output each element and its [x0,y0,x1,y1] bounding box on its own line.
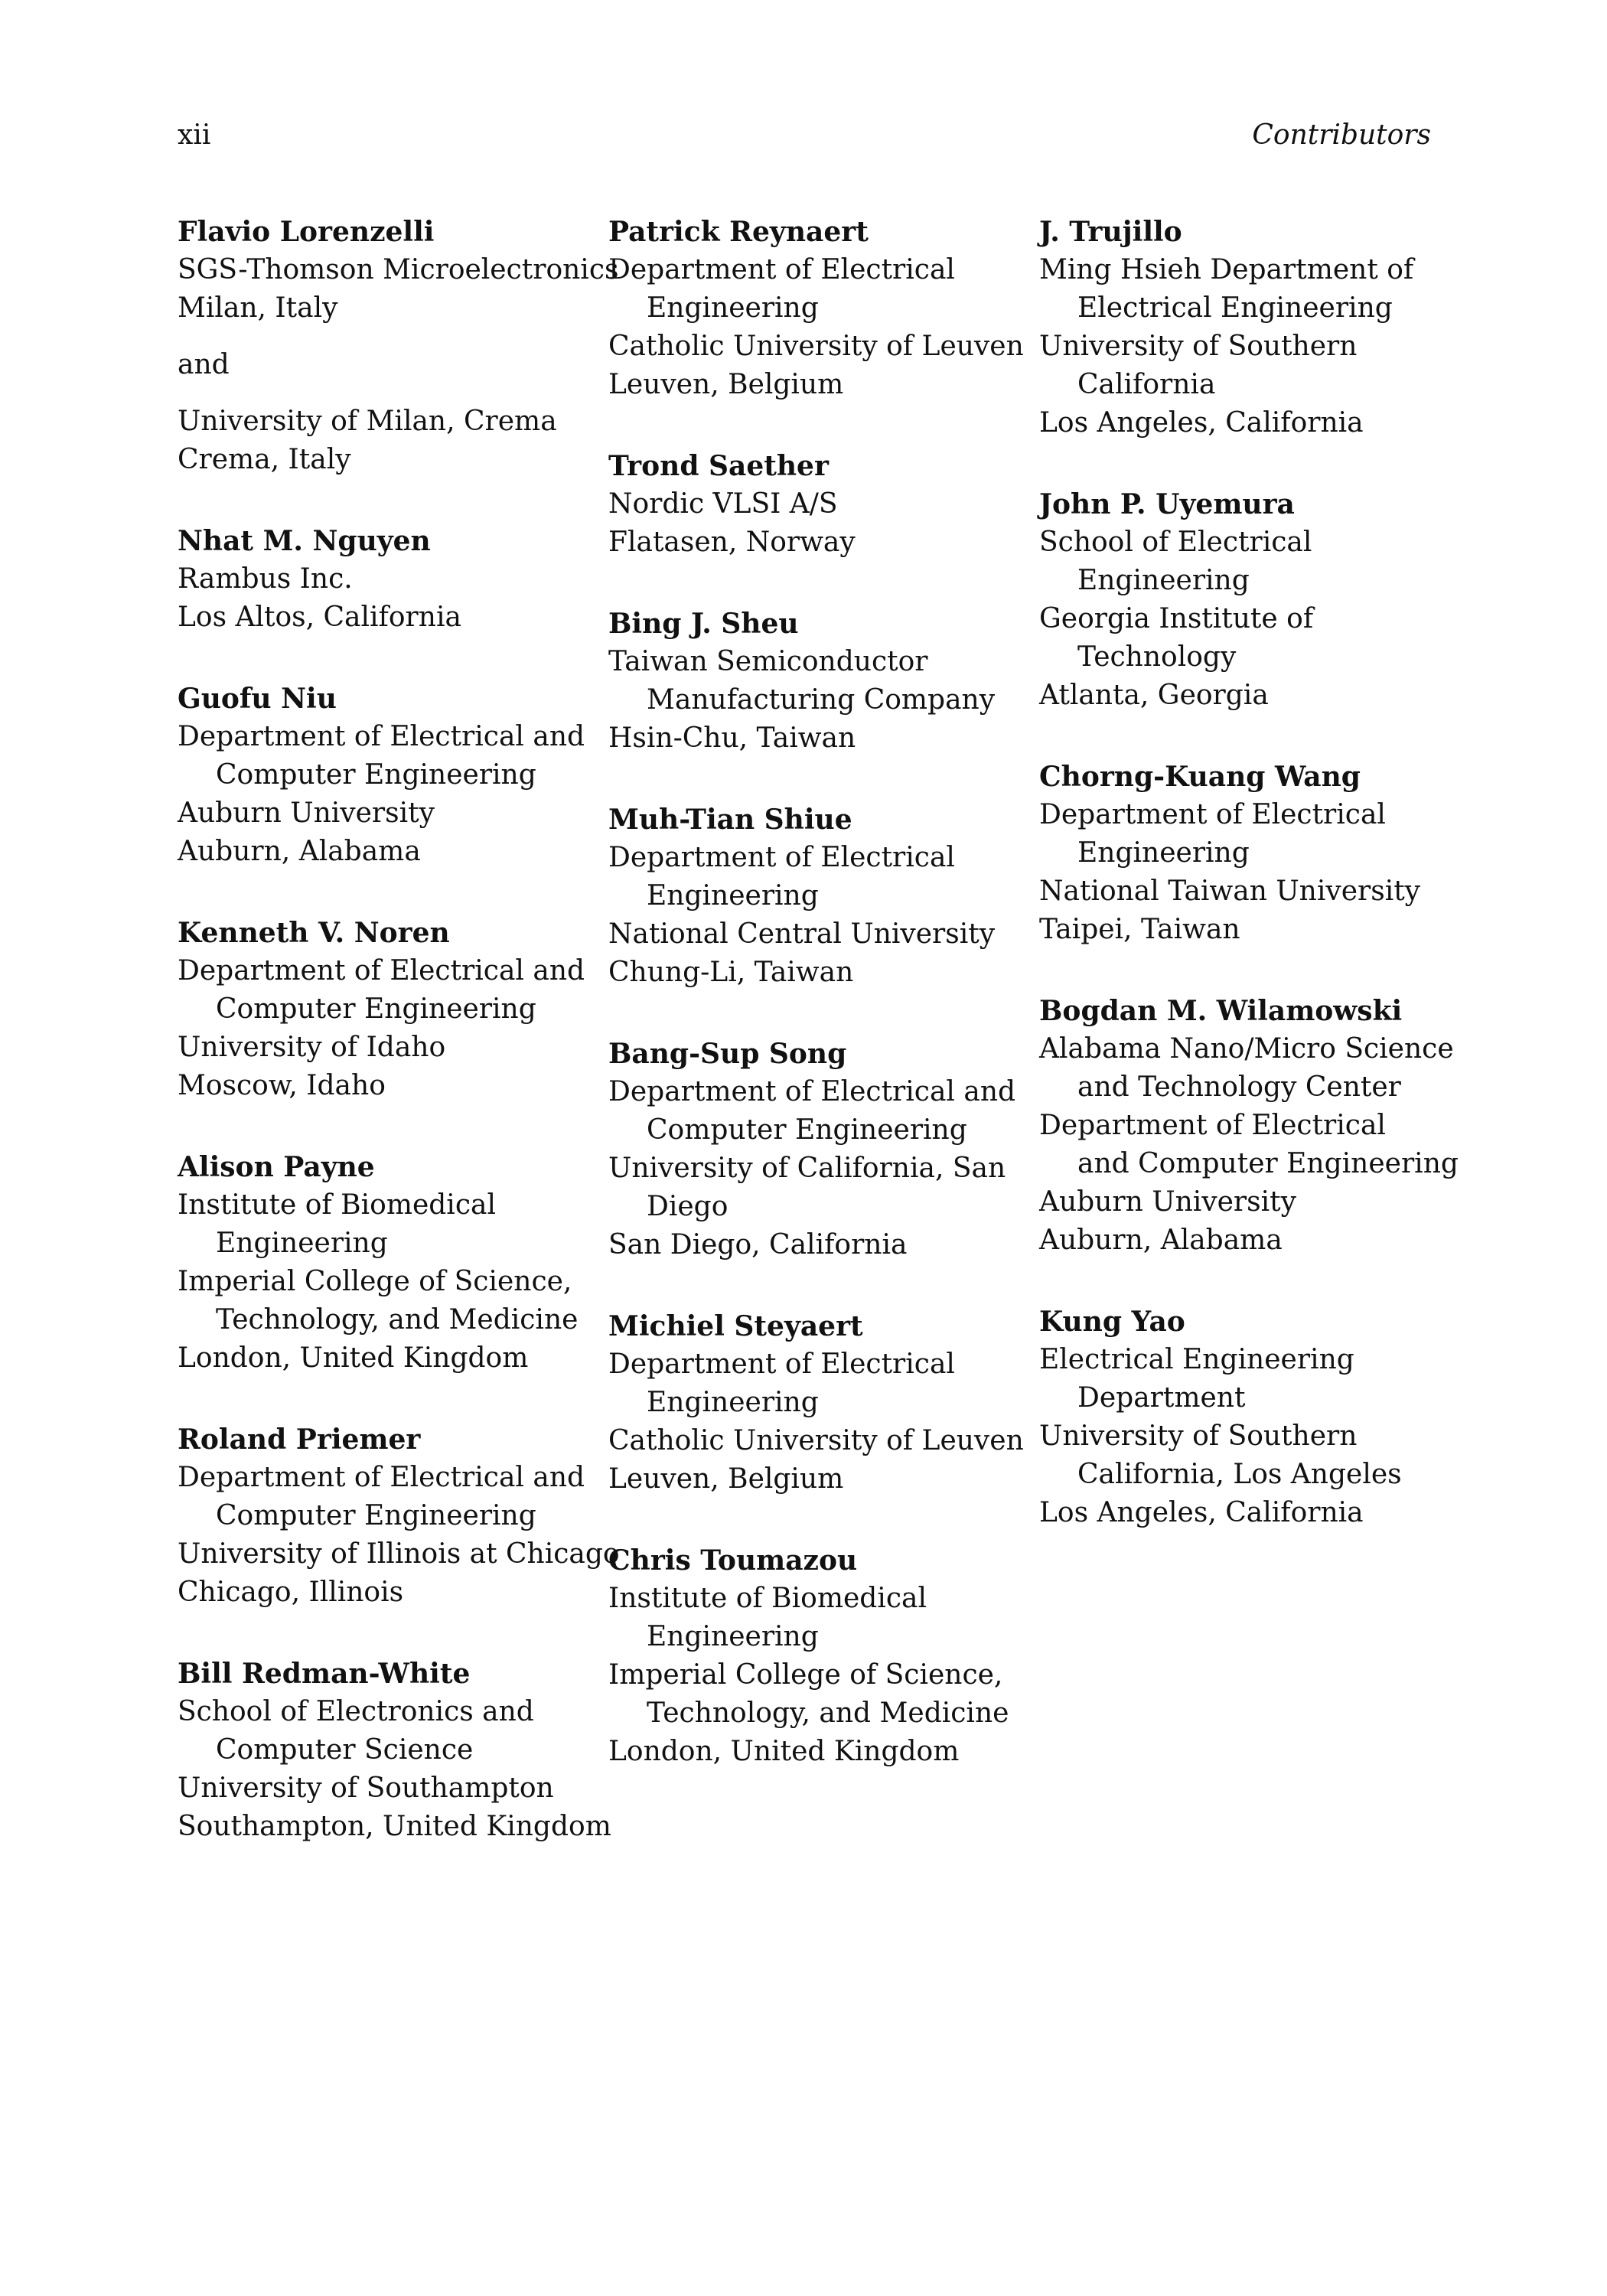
affiliation-line: Technology, and Medicine [216,1304,579,1336]
affiliation-line: Imperial College of Science, [178,1266,572,1297]
contributor-name: J. Trujillo [1039,216,1182,248]
contributor-entry [608,801,1025,992]
contributor-entry [608,1541,1025,1771]
affiliation-block [178,1186,595,1378]
affiliation-line: Department of Electrical [1039,1110,1386,1141]
affiliation-line: Catholic University of Leuven [608,1425,1024,1456]
affiliation-line: Department [1077,1382,1246,1414]
affiliation-block [1039,796,1456,949]
contributor-entry [178,1148,595,1378]
contributor-entry [178,1420,620,1612]
contributor-entry [1039,213,1456,442]
affiliation-block [178,952,595,1105]
contributor-name: Kung Yao [1039,1306,1185,1338]
affiliation-line: Southampton, United Kingdom [178,1811,611,1842]
affiliation-line: Los Angeles, California [1039,1497,1364,1528]
affiliation-line: and [178,349,230,380]
running-head: Contributors [1252,119,1431,151]
affiliation-block [608,251,1025,404]
affiliation-line: California [1077,369,1216,400]
contributor-name: Patrick Reynaert [608,216,869,248]
contributor-name: Guofu Niu [178,683,337,715]
affiliation-line: Institute of Biomedical [178,1189,496,1221]
contributor-name: Bill Redman-White [178,1658,471,1690]
contributor-name: Chris Toumazou [608,1544,858,1577]
affiliation-line: Leuven, Belgium [608,369,844,400]
contributor-entry [178,1655,611,1846]
affiliation-line: Institute of Biomedical [608,1583,927,1614]
contributor-name: Michiel Steyaert [608,1310,863,1342]
contributor-name: Chorng-Kuang Wang [1039,761,1361,793]
affiliation-line: Engineering [216,1228,388,1259]
affiliation-line: University of Southern [1039,1420,1358,1452]
contributor-name: Roland Priemer [178,1424,421,1456]
affiliation-line: Engineering [647,880,819,912]
affiliation-line: Department of Electrical [608,1349,955,1380]
affiliation-block [608,643,1025,758]
affiliation-block [178,1693,611,1846]
contributor-name: Flavio Lorenzelli [178,216,435,248]
affiliation-line: London, United Kingdom [608,1736,960,1767]
affiliation-line: Department of Electrical and [178,1462,585,1493]
affiliation-line: Rambus Inc. [178,563,353,595]
affiliation-line: School of Electronics and [178,1696,534,1727]
contributor-entry [608,1307,1025,1499]
affiliation-line: Engineering [1077,837,1250,869]
affiliation-block [1039,251,1456,442]
affiliation-line: University of California, San [608,1153,1006,1184]
contributors-column-1 [178,213,620,1889]
affiliation-line: Computer Engineering [647,1114,967,1146]
contributor-name: Bing J. Sheu [608,608,799,640]
affiliation-line: London, United Kingdom [178,1342,529,1374]
page-number: xii [178,119,211,151]
contributor-entry [608,213,1025,404]
affiliation-line: Auburn University [1039,1186,1296,1218]
contributor-entry [1039,992,1459,1260]
affiliation-line: Atlanta, Georgia [1039,680,1269,711]
affiliation-line: Ming Hsieh Department of [1039,254,1414,285]
affiliation-line: San Diego, California [608,1229,908,1261]
affiliation-line: Flatasen, Norway [608,527,856,558]
affiliation-line: Auburn, Alabama [1039,1225,1283,1256]
affiliation-line: Crema, Italy [178,444,351,475]
affiliation-line: Moscow, Idaho [178,1070,386,1101]
affiliation-line: Hsin-Chu, Taiwan [608,722,856,754]
contributor-name: Kenneth V. Noren [178,917,450,949]
affiliation-line: Taipei, Taiwan [1039,914,1240,945]
affiliation-line: Chicago, Illinois [178,1577,404,1608]
affiliation-line: and Technology Center [1077,1071,1401,1103]
affiliation-line: Catholic University of Leuven [608,331,1024,362]
affiliation-line: Engineering [647,1621,819,1652]
contributor-entry [178,522,595,637]
affiliation-line: Technology [1077,641,1237,673]
affiliation-line: Los Altos, California [178,602,461,633]
affiliation-block [178,1459,620,1612]
affiliation-line: Computer Engineering [216,993,536,1025]
affiliation-line: Auburn University [178,797,435,829]
contributor-name: John P. Uyemura [1039,488,1295,520]
affiliation-line: Computer Science [216,1734,474,1766]
contributor-entry [178,680,595,871]
affiliation-block [178,403,595,479]
affiliation-line: University of Southern [1039,331,1358,362]
affiliation-line: Georgia Institute of [1039,603,1314,634]
affiliation-block [178,346,595,384]
affiliation-line: Electrical Engineering [1039,1344,1354,1375]
contributor-entry [608,447,1025,562]
affiliation-line: Electrical Engineering [1077,292,1393,324]
affiliation-block [608,839,1025,992]
affiliation-line: Imperial College of Science, [608,1659,1003,1691]
contributor-name: Muh-Tian Shiue [608,804,852,836]
affiliation-line: University of Milan, Crema [178,406,557,437]
affiliation-line: Computer Engineering [216,759,536,791]
contributor-entry [608,1035,1025,1264]
contributors-column-2 [608,213,1025,1814]
affiliation-block [178,560,595,637]
affiliation-block [608,1580,1025,1771]
affiliation-line: Engineering [647,292,819,324]
contributor-name: Trond Saether [608,450,829,482]
contributor-entry [178,914,595,1105]
contributor-entry [608,605,1025,758]
affiliation-block [1039,1341,1456,1532]
affiliation-line: Department of Electrical [608,842,955,873]
affiliation-line: University of Southampton [178,1773,554,1804]
affiliation-line: Department of Electrical [608,254,955,285]
affiliation-line: and Computer Engineering [1077,1148,1459,1179]
affiliation-line: Los Angeles, California [1039,407,1364,439]
affiliation-line: Milan, Italy [178,292,338,324]
affiliation-line: Alabama Nano/Micro Science [1039,1033,1454,1065]
affiliation-block [1039,1030,1459,1260]
affiliation-line: Taiwan Semiconductor [608,646,928,677]
affiliation-line: Chung-Li, Taiwan [608,957,854,988]
affiliation-line: Department of Electrical [1039,799,1386,830]
contributor-name: Alison Payne [178,1151,375,1183]
affiliation-block [178,251,619,328]
contributor-entry [1039,485,1456,715]
affiliation-line: Department of Electrical and [178,721,585,752]
affiliation-block [608,1073,1025,1264]
contributor-entry [1039,758,1456,949]
affiliation-line: Leuven, Belgium [608,1463,844,1495]
affiliation-line: SGS-Thomson Microelectronics [178,254,619,285]
affiliation-line: Computer Engineering [216,1500,536,1531]
affiliation-line: California, Los Angeles [1077,1459,1402,1490]
contributor-name: Nhat M. Nguyen [178,525,431,557]
affiliation-line: University of Illinois at Chicago [178,1538,620,1570]
affiliation-line: Nordic VLSI A/S [608,488,838,520]
contributors-column-3 [1039,213,1459,1575]
affiliation-line: National Central University [608,918,996,950]
affiliation-line: Department of Electrical and [608,1076,1016,1107]
affiliation-block [608,1345,1025,1499]
affiliation-line: University of Idaho [178,1032,446,1063]
affiliation-line: School of Electrical [1039,527,1312,558]
affiliation-line: Diego [647,1191,729,1222]
affiliation-block [608,485,1025,562]
affiliation-line: Technology, and Medicine [647,1698,1009,1729]
affiliation-line: Department of Electrical and [178,955,585,987]
affiliation-line: Manufacturing Company [647,684,996,716]
affiliation-block [1039,523,1456,715]
contributor-name: Bang-Sup Song [608,1038,847,1070]
affiliation-line: Auburn, Alabama [178,836,421,867]
affiliation-line: National Taiwan University [1039,876,1421,907]
affiliation-line: Engineering [1077,565,1250,596]
affiliation-line: Engineering [647,1387,819,1418]
contributor-name: Bogdan M. Wilamowski [1039,995,1403,1027]
contributor-entry [1039,1303,1456,1532]
contributor-entry [178,213,619,479]
affiliation-block [178,718,595,871]
